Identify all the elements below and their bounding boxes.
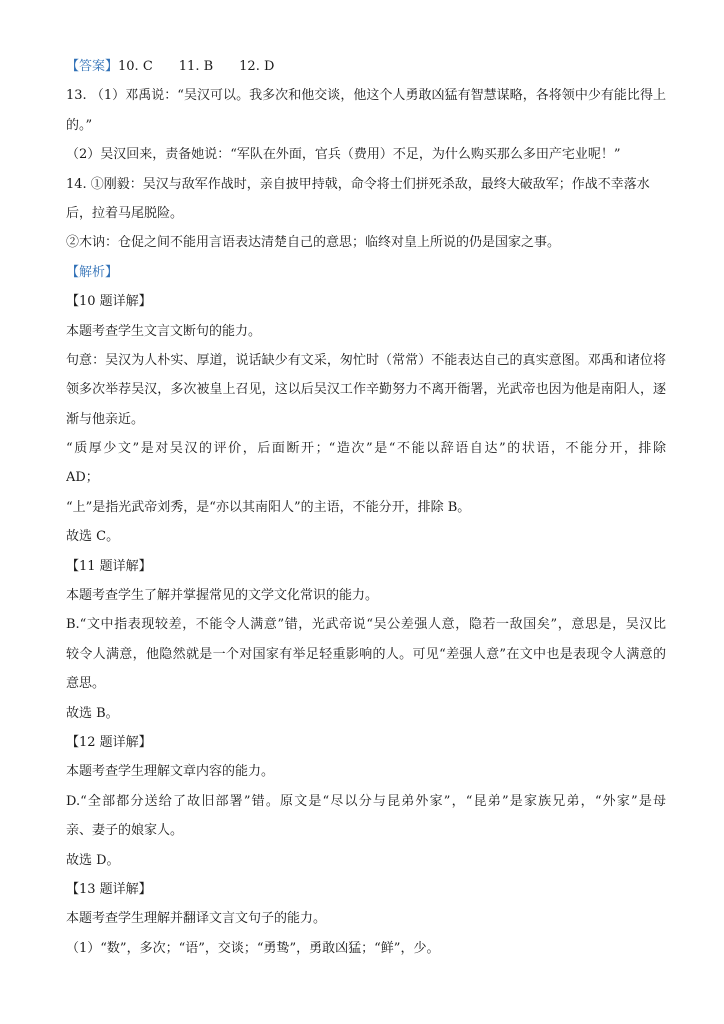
section-line: 本题考查学生文言文断句的能力。 <box>66 323 262 339</box>
section-line: B.“文中指表现较差，不能令人满意”错，光武帝说“吴公差强人意，隐若一敌国矣”，意思是，吴汉比 <box>66 617 666 633</box>
section-line: D.“全部都分送给了故旧部署”错。原文是“尽以分与昆弟外家”，“昆弟”是家族兄弟，“外家”是母 <box>66 793 666 809</box>
section-line: 句意：吴汉为人朴实、厚道，说话缺少有文采，匆忙时（常常）不能表达自己的真实意图。邓禹和诸位将 <box>66 352 666 368</box>
answer-13-line: 的。” <box>66 117 93 133</box>
section-line: 领多次举荐吴汉，多次被皇上召见，这以后吴汉工作辛勤努力不离开衙署，光武帝也因为他是南阳人，逐 <box>66 382 666 398</box>
section-line: 亲、妻子的娘家人。 <box>66 823 184 839</box>
answer-14-line: 后，拉着马尾脱险。 <box>66 205 184 221</box>
section-heading: 【10 题详解】 <box>66 294 152 310</box>
answer-13-line: （2）吴汉回来，责备她说：“军队在外面，官兵（费用）不足，为什么购买那么多田产宅业呢！” <box>66 147 621 163</box>
answer-item: 10. C <box>118 59 153 74</box>
section-line: “上”是指光武帝刘秀，是“亦以其南阳人”的主语，不能分开，排除 B。 <box>66 499 471 515</box>
section-line: 故选 B。 <box>66 705 119 721</box>
answer-item: 11. B <box>178 59 214 74</box>
section-line: 本题考查学生了解并掌握常见的文学文化常识的能力。 <box>66 588 379 604</box>
document-page <box>66 58 666 969</box>
section-line: “质厚少文”是对吴汉的评价，后面断开；“造次”是“不能以辞语自达”的状语，不能分开，排除 <box>66 441 666 457</box>
section-line: 故选 C。 <box>66 529 120 545</box>
section-line: 本题考查学生理解并翻译文言文句子的能力。 <box>66 911 327 927</box>
answer-tag: 【答案】 <box>66 59 119 74</box>
answer-14-line: ②木讷：仓促之间不能用言语表达清楚自己的意思；临终对皇上所说的仍是国家之事。 <box>66 235 561 251</box>
answer-14-line: 14. ①刚毅：吴汉与敌军作战时，亲自披甲持戟，命令将士们拼死杀敌，最终大破敌军；作战不幸落水 <box>66 176 650 192</box>
section-line: AD； <box>66 470 99 486</box>
section-heading: 【11 题详解】 <box>66 558 152 574</box>
analysis-tag: 【解析】 <box>66 264 119 280</box>
answer-item: 12. D <box>239 59 275 74</box>
answer-line <box>66 58 666 75</box>
section-heading: 【13 题详解】 <box>66 881 152 897</box>
section-line: 意思。 <box>66 676 106 692</box>
answer-13-line: 13. （1）邓禹说：“吴汉可以。我多次和他交谈，他这个人勇敢凶猛有智慧谋略，各将领中少有能比得上 <box>66 88 666 104</box>
section-line: 较令人满意，他隐然就是一个对国家有举足轻重影响的人。可见“差强人意”在文中也是表现令人满意的 <box>66 646 666 662</box>
section-heading: 【12 题详解】 <box>66 734 152 750</box>
section-line: 渐与他亲近。 <box>66 411 145 427</box>
section-line: （1）“数”，多次；“语”，交谈；“勇鸷”，勇敢凶猛；“鲜”，少。 <box>66 940 440 956</box>
section-line: 本题考查学生理解文章内容的能力。 <box>66 764 275 780</box>
section-line: 故选 D。 <box>66 852 120 868</box>
